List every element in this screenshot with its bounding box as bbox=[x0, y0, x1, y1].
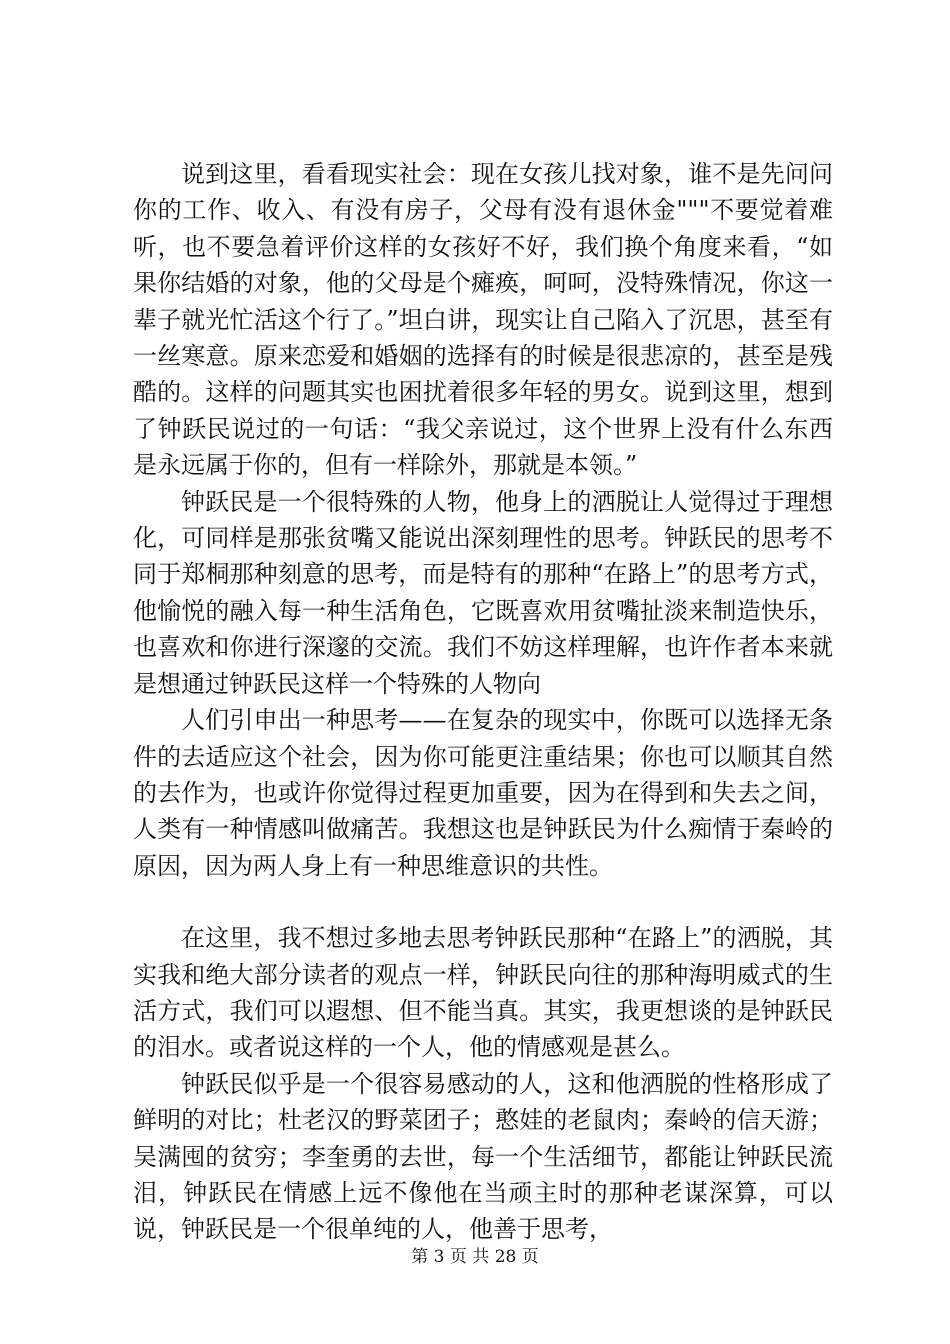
paragraph-4: 在这里，我不想过多地去思考钟跃民那种“在路上”的洒脱，其实我和绝大部分读者的观点一样，钟跃民向往的那种海明威式的生活方式，我们可以遐想、但不能当真。其实，我更想谈的是钟跃民的泪水。或者说这样的一个人，他的情感观是甚么。 bbox=[133, 924, 833, 1062]
page-number-footer: 第 3 页 共 28 页 bbox=[411, 1247, 539, 1267]
paragraph-3: 人们引申出一种思考——在复杂的现实中，你既可以选择无条件的去适应这个社会，因为你可能更注重结果；你也可以顺其自然的去作为，也或许你觉得过程更加重要，因为在得到和失去之间，人类有一种情感叫做痛苦。我想这也是钟跃民为什么痴情于秦岭的原因，因为两人身上有一种思维意识的共性。 bbox=[133, 706, 833, 880]
paragraph-5: 钟跃民似乎是一个很容易感动的人，这和他洒脱的性格形成了鲜明的对比；杜老汉的野菜团子；憨娃的老鼠肉；秦岭的信天游；吴满囤的贫穷；李奎勇的去世，每一个生活细节，都能让钟跃民流泪，钟跃民在情感上远不像他在当顽主时的那种老谋深算，可以说，钟跃民是一个很单纯的人，他善于思考， bbox=[133, 1069, 833, 1244]
paragraph-spacer bbox=[133, 884, 833, 920]
paragraph-2: 钟跃民是一个很特殊的人物，他身上的洒脱让人觉得过于理想化，可同样是那张贫嘴又能说出深刻理性的思考。钟跃民的思考不同于郑桐那种刻意的思考，而是特有的那种“在路上”的思考方式，他愉悦的融入每一种生活角色，它既喜欢用贫嘴扯淡来制造快乐，也喜欢和你进行深邃的交流。我们不妨这样理解，也许作者本来就是想通过钟跃民这样一个特殊的人物向 bbox=[133, 487, 833, 698]
body-text bbox=[133, 156, 833, 1248]
paragraph-1: 说到这里，看看现实社会：现在女孩儿找对象，谁不是先问问你的工作、收入、有没有房子，父母有没有退休金"""不要觉着难听，也不要急着评价这样的女孩好不好，我们换个角度来看，“如果你结婚的对象，他的父母是个瘫痪，呵呵，没特殊情况，你这一辈子就光忙活这个行了。”坦白讲，现实让自己陷入了沉思，甚至有一丝寒意。原来恋爱和婚姻的选择有的时候是很悲凉的，甚至是残酷的。这样的问题其实也困扰着很多年轻的男女。说到这里，想到了钟跃民说过的一句话：“我父亲说过，这个世界上没有什么东西是永远属于你的，但有一样除外，那就是本领。” bbox=[133, 160, 833, 480]
